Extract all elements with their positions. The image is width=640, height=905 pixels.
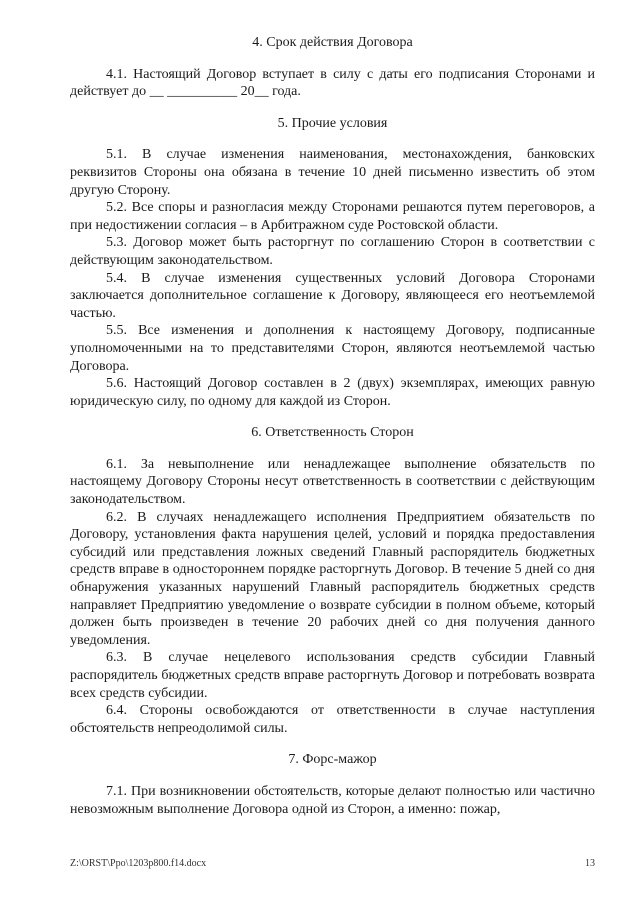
file-path: Z:\ORST\Ppo\1203p800.f14.docx bbox=[70, 858, 207, 869]
paragraph-6-3: 6.3. В случае нецелевого использования средств субсидии Главный распорядитель бюджетных средств вправе расторгнуть Договор и потребовать возврата всех средств субсидии. bbox=[70, 650, 595, 701]
paragraph-6-2: 6.2. В случаях ненадлежащего исполнения Предприятием обязательств по Договору, установления факта нарушения целей, условий и порядка предоставления субсидий или представления ложных сведений Главный распорядитель бюджетных средств вправе в одностороннем порядке расторгнуть Договор. В течение 5 дней со дня обнаружения указанных нарушений Главный распорядитель бюджетных средств направляет Предприятию уведомление о возврате субсидии в полном объеме, который должен быть произведен в течение 20 рабочих дней со дня получения данного уведомления. bbox=[70, 509, 595, 648]
section-7-heading: 7. Форс-мажор bbox=[288, 752, 377, 768]
paragraph-7-1: 7.1. При возникновении обстоятельств, которые делают полностью или частично невозможным выполнение Договора одной из Сторон, а именно: пожар, bbox=[70, 783, 595, 817]
paragraph-5-2: 5.2. Все споры и разногласия между Сторонами решаются путем переговоров, а при недостижении согласия – в Арбитражном суде Ростовской области. bbox=[70, 200, 595, 233]
paragraph-6-1: 6.1. За невыполнение или ненадлежащее выполнение обязательств по настоящему Договору Стороны несут ответственность в соответствии с действующим законодательством. bbox=[70, 456, 595, 508]
section-5-heading: 5. Прочие условия bbox=[277, 115, 388, 131]
section-4-heading: 4. Срок действия Договора bbox=[252, 35, 413, 50]
paragraph-5-5: 5.5. Все изменения и дополнения к настоящему Договору, подписанные уполномоченными на то представителями Сторон, являются неотъемлемой частью Договора. bbox=[70, 323, 595, 374]
section-6-heading: 6. Ответственность Сторон bbox=[251, 425, 414, 441]
paragraph-5-4: 5.4. В случае изменения существенных условий Договора Сторонами заключается дополнительное соглашение к Договору, являющееся его неотъемлемой частью. bbox=[70, 270, 595, 321]
page-number: 13 bbox=[585, 858, 595, 869]
paragraph-5-1: 5.1. В случае изменения наименования, местонахождения, банковских реквизитов Стороны она обязана в течение 10 дней письменно известить об этом другую Сторону. bbox=[70, 147, 595, 198]
paragraph-6-4: 6.4. Стороны освобождаются от ответственности в случае наступления обстоятельств непреодолимой силы. bbox=[70, 703, 595, 736]
paragraph-5-6: 5.6. Настоящий Договор составлен в 2 (двух) экземплярах, имеющих равную юридическую силу, по одному для каждой из Сторон. bbox=[70, 376, 595, 409]
paragraph-4-1: 4.1. Настоящий Договор вступает в силу с даты его подписания Сторонами и действует до __ __________ 20__ года. bbox=[70, 66, 595, 100]
document-page bbox=[70, 34, 595, 818]
paragraph-5-3: 5.3. Договор может быть расторгнут по соглашению Сторон в соответствии с действующим законодательством. bbox=[70, 235, 595, 268]
